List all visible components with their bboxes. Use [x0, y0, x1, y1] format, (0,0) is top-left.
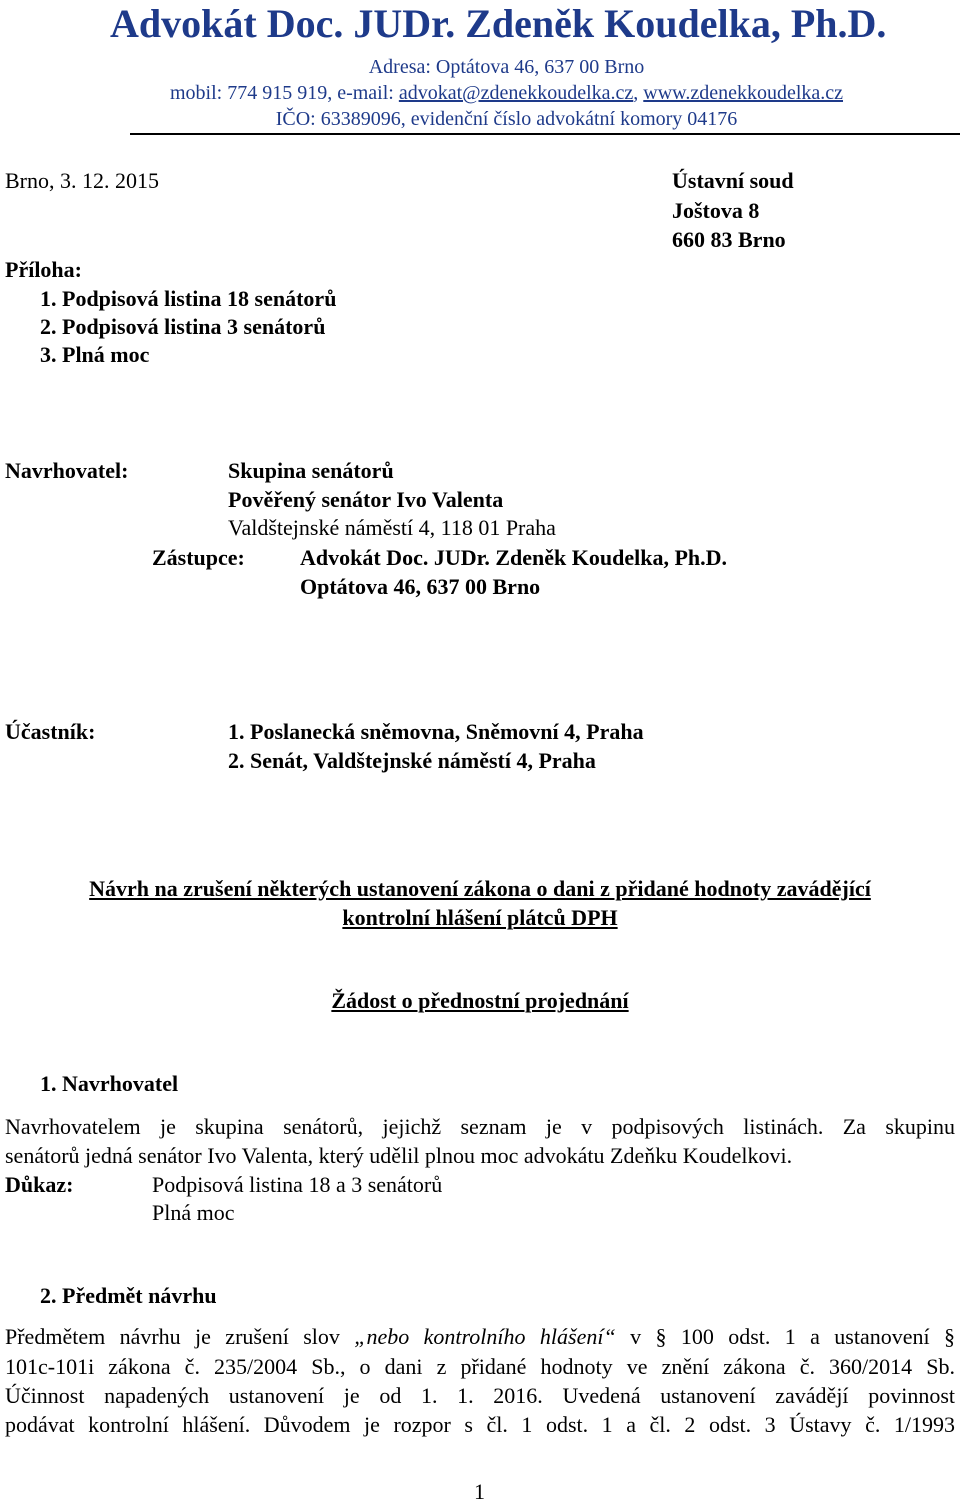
letterhead-contact	[0, 80, 960, 106]
contact-separator: ,	[633, 82, 644, 104]
representative-label: Zástupce:	[152, 545, 245, 570]
petitioner-group: Skupina senátorů	[228, 458, 394, 483]
letterhead-address: Adresa: Optátova 46, 637 00 Brno	[368, 56, 645, 78]
contact-phone: mobil: 774 915 919, e-mail:	[169, 82, 399, 104]
attachments-heading: Příloha:	[5, 257, 82, 282]
section2-line4: podávat kontrolní hlášení. Důvodem je rozpor s čl. 1 odst. 1 a čl. 2 odst. 3 Ústavy č. 1/1993	[5, 1412, 955, 1437]
petitioner-label: Navrhovatel:	[5, 458, 129, 483]
evidence-item: Podpisová listina 18 a 3 senátorů	[152, 1172, 443, 1197]
section1-heading: 1. Navrhovatel	[40, 1071, 179, 1096]
participant-label: Účastník:	[5, 719, 96, 744]
letterhead-divider	[130, 133, 960, 135]
quoted-phrase: „nebo kontrolního hlášení“	[354, 1324, 616, 1349]
section2-line2: 101c-101i zákona č. 235/2004 Sb., o dani z přidané hodnoty ve znění zákona č. 360/2014 Sb.	[5, 1354, 955, 1379]
motion-title-line1: Návrh na zrušení některých ustanovení zákona o dani z přidané hodnoty zavádějící	[89, 876, 871, 901]
section2-line1	[5, 1323, 955, 1351]
representative-address: Optátova 46, 637 00 Brno	[300, 574, 541, 599]
petitioner-address: Valdštejnské náměstí 4, 118 01 Praha	[228, 515, 556, 540]
petitioner-senator: Pověřený senátor Ivo Valenta	[228, 487, 504, 512]
priority-request: Žádost o přednostní projednání	[331, 988, 629, 1013]
website-link[interactable]: www.zdenekkoudelka.cz	[643, 82, 844, 104]
participant-item: 2. Senát, Valdštejnské náměstí 4, Praha	[228, 748, 596, 773]
recipient-name: Ústavní soud	[672, 168, 794, 193]
section1-paragraph-line2: senátorů jedná senátor Ivo Valenta, který udělil plnou moc advokátu Zdeňku Koudelkovi.	[5, 1143, 793, 1168]
attachment-item: 2. Podpisová listina 3 senátorů	[40, 314, 326, 339]
letterhead-ico: IČO: 63389096, evidenční číslo advokátní komory 04176	[275, 108, 738, 130]
email-link[interactable]: advokat@zdenekkoudelka.cz	[398, 82, 634, 104]
section2-line1-start: Předmětem návrhu je zrušení slov	[5, 1324, 355, 1349]
evidence-item: Plná moc	[152, 1200, 235, 1225]
motion-title-line2: kontrolní hlášení plátců DPH	[342, 905, 618, 930]
representative-name: Advokát Doc. JUDr. Zdeněk Koudelka, Ph.D.	[300, 545, 728, 570]
section2-line1-end: v § 100 odst. 1 a ustanovení §	[630, 1324, 956, 1349]
letterhead-title: Advokát Doc. JUDr. Zdeněk Koudelka, Ph.D.	[110, 1, 887, 46]
recipient-city: 660 83 Brno	[672, 227, 786, 252]
participant-item: 1. Poslanecká sněmovna, Sněmovní 4, Praha	[228, 719, 644, 744]
section1-paragraph-line1: Navrhovatelem je skupina senátorů, jejichž seznam je v podpisových listinách. Za skupinu	[5, 1114, 955, 1139]
page-number: 1	[474, 1479, 485, 1504]
document-date: Brno, 3. 12. 2015	[5, 168, 159, 193]
evidence-label: Důkaz:	[5, 1172, 74, 1197]
section2-line3: Účinnost napadených ustanovení je od 1. 1. 2016. Uvedená ustanovení zavádějí povinnost	[5, 1383, 955, 1408]
recipient-street: Joštova 8	[672, 198, 760, 223]
attachment-item: 1. Podpisová listina 18 senátorů	[40, 286, 337, 311]
attachment-item: 3. Plná moc	[40, 342, 150, 367]
section2-heading: 2. Předmět návrhu	[40, 1283, 217, 1308]
